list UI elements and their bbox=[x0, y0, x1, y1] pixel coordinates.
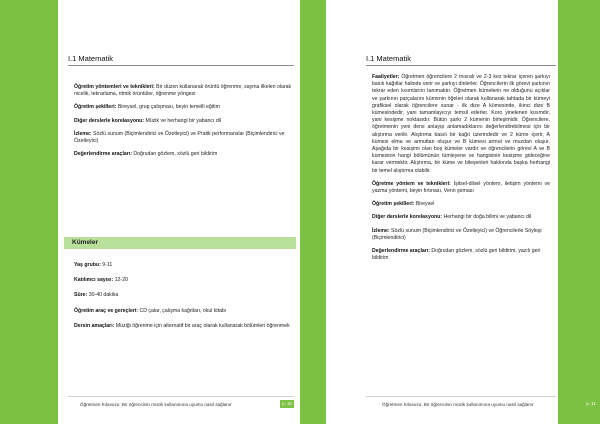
detail-materials: Öğretim araç ve gereçleri: CD çalar, çalışma kağıtları, okul kitabı bbox=[74, 307, 227, 314]
correlation-paragraph: Diğer derslerle korelasyonu: Herhangi bir doğa bilimi ve yabancı dil bbox=[372, 214, 532, 221]
left-intro-block bbox=[74, 84, 292, 164]
left-details-block bbox=[74, 262, 292, 336]
intro-paragraph-correlation: Diğer derslerle korelasyonu: Müzik ve herhangi bir yabancı dil bbox=[74, 117, 222, 124]
left-page-number: p. 10 bbox=[280, 400, 294, 408]
band-title: Kümeler bbox=[72, 239, 99, 246]
right-content-block bbox=[372, 74, 550, 268]
activities-paragraph: Faaliyetler: Öğretmen öğrencilere 2 mısralı ve 2-3 kez tekrar içeren şarkıyı basılı kağıtlar halinde verir ve şarkıyı dinlerler. Öğrencilerin ilk görevi şarkının tekrar eden kısımlarını tanımaktır. Öğretmen kümelerin ne olduğunu açıklar ve şarkının parçalarını kümenin öğeleri olarak kullanarak tahtada bir kümeyi grafiksel olarak öğrencilere sunar - ilk dize A kümesinde, ikinci dize B kümesindedir, yani tamamlayıcıyı temsil ederler. Koro yinelenen kısımdır, yani kesişme noktasıdır. Bütün şarkı 2 kümenin birleşimidir. Öğrencilere, öğretmenin yeni dersi anlayıp anlamadıklarını değerlendirebilmesi için bir alıştırma verilir. Alıştırma basılı bir kağıt üzerindedir ve 2 küme içerir, A kümesi elma ve armuttan oluşur ve B kümesi armut ve muzdan oluşur. Aşağıda bir kesişimi olan boş kümeler vardır ve öğrencilerin görevi A ve B kümesinin hangi bölümünün tümleyene ve hangisinin kesişme gideceğine karar vermektir. Alıştırma, bir küme ve bileşenleri hakkında başka herhangi bir temel alıştırma olabilir. bbox=[372, 74, 550, 174]
left-page bbox=[58, 0, 300, 424]
right-title-rule bbox=[366, 65, 556, 66]
intro-paragraph-methods: Öğretim yöntemleri ve teknikleri: Bir düzen kullanarak örüntü öğrenme, sayma ilkeleri olarak nicelik, tekrarlama, ritmik örüntüler, öğrenme yöngesi bbox=[74, 84, 292, 98]
right-footer-text: Öğretmen Kılavuzu: Bir öğrencinin müzik kullanımına uyumu nasıl sağlanır bbox=[382, 402, 534, 407]
right-footer-rule bbox=[366, 396, 556, 397]
detail-participants: Katılımcı sayısı: 12-20 bbox=[74, 277, 128, 284]
spine-strip bbox=[300, 0, 326, 424]
left-title-rule bbox=[68, 65, 294, 66]
right-section-title: I.1 Matematik bbox=[366, 54, 412, 63]
teaching-methods-paragraph: Öğretme yöntem ve teknikleri: İşitsel-dilsel yöntem, iletişim yöntemi ve yazma yöntemi, beyin fırtınası, Venn şeması bbox=[372, 180, 550, 195]
teaching-forms-paragraph: Öğretim şekilleri: Bireysel bbox=[372, 201, 435, 208]
monitoring-paragraph: İzleme: Sözlü sunum (Biçimlendirici ve Özetleyici) ve Öğrencilerle Söyleşi (Biçimlendirici) bbox=[372, 227, 542, 241]
left-footer-rule bbox=[68, 396, 294, 397]
assessment-paragraph: Değerlendirme araçları: Doğrudan gözlem, sözlü geri bildirim, yazılı geri bildirim bbox=[372, 248, 541, 262]
right-page bbox=[326, 0, 596, 424]
intro-paragraph-monitoring: İzleme: Sözlü sunum (Biçimlendirici ve Özetleyici) ve Pratik performanslar (Biçimlendirici ve Özetleyici) bbox=[74, 130, 285, 145]
right-page-number: p. 11 bbox=[584, 400, 598, 408]
left-section-title: I.1 Matematik bbox=[68, 54, 114, 63]
left-footer-text: Öğretmen Kılavuzu: Bir öğrencinin müzik kullanımına uyumu nasıl sağlanır bbox=[80, 402, 232, 407]
intro-paragraph-forms: Öğretim şekilleri: Bireysel, grup çalışması, beyin temelli eğitim bbox=[74, 104, 220, 111]
left-margin-strip bbox=[0, 0, 58, 424]
detail-objectives: Dersin amaçları: Müziği öğrenme için alternatif bir araç olarak kullanarak bölümleri öğrenmek bbox=[74, 322, 290, 329]
detail-duration: Süre: 30-40 dakika bbox=[74, 292, 119, 299]
detail-age-group: Yaş grubu: 9-11 bbox=[74, 262, 113, 268]
intro-paragraph-assessment: Değerlendirme araçları: Doğrudan gözlem, sözlü geri bildirim bbox=[74, 151, 218, 158]
right-margin-strip bbox=[558, 0, 600, 424]
section-band-kumeler bbox=[64, 237, 296, 249]
